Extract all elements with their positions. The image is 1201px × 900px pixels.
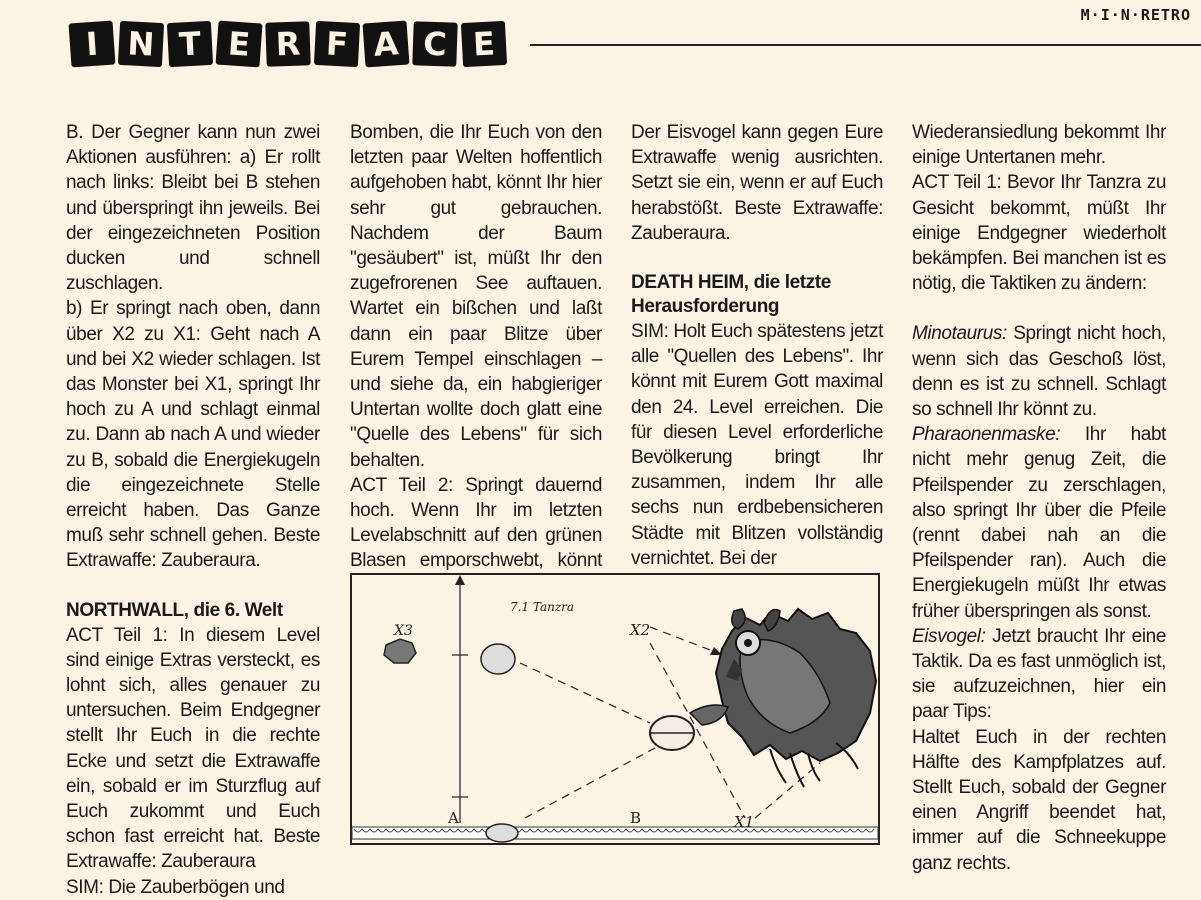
boss-name: Pharaonenmaske:: [912, 424, 1061, 446]
marker-label: B: [630, 809, 642, 827]
paragraph: ACT Teil 1: Bevor Ihr Tanzra zu Gesicht bekommt, müßt Ihr einige Endgegner wiederholt bekämpfen. Bei manchen ist es nötig, die Taktiken zu ändern:: [912, 172, 1166, 295]
column-2: [350, 120, 602, 624]
paragraph: ACT Teil 2: Springt dauernd hoch. Wenn Ihr im letzten Levelabschnitt auf den grünen Blasen emporschwebt, könnt: [350, 474, 602, 572]
boss-name: Minotaurus:: [912, 323, 1007, 345]
ground: [352, 827, 878, 839]
paragraph: B. Der Gegner kann nun zwei Aktionen ausführen: a) Er rollt nach links: Bleibt bei B stehen und überspringt ihn jeweils. Bei der eingezeichneten Position ducken und schnell zuschlagen.: [66, 122, 320, 295]
section-heading: DEATH HEIM, die letzte Herausforderung: [631, 272, 831, 318]
paragraph: Der Eisvogel kann gegen Eure Extrawaffe wenig ausrichten. Setzt sie ein, wenn er auf Euch herabstößt. Beste Extrawaffe: Zauberaura.: [631, 122, 883, 244]
title-letter: T: [167, 21, 213, 67]
header-rule: [530, 44, 1201, 46]
title-letter: N: [118, 21, 164, 67]
title-letter: A: [363, 21, 410, 68]
column-3: [631, 120, 883, 571]
boss-tip: [912, 422, 1166, 624]
boss-tip-text: Springt nicht hoch, wenn sich das Geschoß löst, denn es ist zu schnell. Schlagt so schnell Ihr könnt zu.: [912, 323, 1166, 421]
page-header: [0, 0, 1201, 80]
paragraph: Haltet Euch in der rechten Hälfte des Kampfplatzes auf. Stellt Euch, sobald der Gegner einen Angriff beendet hat, immer auf die Schneekuppe ganz rechts.: [912, 726, 1166, 874]
diagram-caption: 7.1 Tanzra: [510, 600, 575, 614]
title-letter: I: [69, 21, 116, 68]
magazine-logo: M·I·N·RETRO: [1080, 6, 1191, 24]
boss-tip-text: Ihr habt nicht mehr genug Zeit, die Pfeilspender zu zerschlagen, also springt Ihr über die Pfeile (rennt dabei nah an die Pfeilspender ran). Auch die Energiekugeln müßt Ihr etwas früher überspringen als sonst.: [912, 424, 1166, 622]
section-heading: NORTHWALL, die 6. Welt: [66, 599, 283, 621]
paragraph: SIM: Die Zauberbögen und: [66, 876, 285, 898]
paragraph: b) Er springt nach oben, dann über X2 zu X1: Geht nach A und bei X2 wieder schlagen. Ist das Monster bei X1, springt Ihr hoch zu A und schlagt einmal zu. Dann ab nach A und wieder zu B, sobald die Energiekugeln die eingezeichnete Stelle erreicht haben. Das Ganze muß sehr schnell gehen. Beste Extrawaffe: Zauberaura.: [66, 298, 320, 572]
title-letter: E: [461, 21, 507, 67]
marker-label: X2: [630, 621, 651, 639]
boss-tip: [912, 624, 1166, 725]
marker-label: A: [448, 809, 459, 827]
column-1: [66, 120, 320, 900]
title-letter: E: [216, 21, 263, 68]
title-letter: C: [412, 21, 458, 67]
marker-label: X1: [734, 813, 755, 831]
boss-tip: [912, 321, 1166, 422]
energy-ball-icon: [481, 644, 515, 674]
paragraph: SIM: Holt Euch spätestens jetzt alle "Quellen des Lebens". Ihr könnt mit Eurem Gott maximal den 24. Level erreichen. Die für diesen Level erforderliche Bevölkerung bringt Ihr zusammen, indem Ihr alle sechs nun erdbebensicheren Städte mit Blitzen vollständig vernichtet. Bei der: [631, 321, 883, 569]
paragraph: Wiederansiedlung bekommt Ihr einige Untertanen mehr.: [912, 122, 1166, 169]
paragraph: Bomben, die Ihr Euch von den letzten paar Welten hoffentlich aufgehoben habt, könnt Ihr hier sehr gut gebrauchen. Nachdem der Baum "gesäubert" ist, müßt Ihr den zugefrorenen See auftauen. Wartet ein bißchen und laßt dann ein paar Blitze über Eurem Tempel einschlagen – und siehe da, ein habgieriger Untertan wollte doch glatt eine "Quelle des Lebens" für sich behalten.: [350, 122, 602, 471]
energy-ball-icon: [486, 824, 518, 842]
boss-name: Eisvogel:: [912, 625, 986, 647]
column-4: [912, 120, 1166, 876]
title-letter: F: [314, 21, 360, 67]
title-letter: R: [265, 21, 311, 67]
boss-tip-text: Jetzt braucht Ihr eine Taktik. Da es fast unmöglich ist, sie aufzuzeichnen, hier ein paar Tips:: [912, 625, 1166, 723]
strategy-diagram: [350, 573, 880, 845]
marker-label: X3: [394, 623, 413, 639]
paragraph: ACT Teil 1: In diesem Level sind einige Extras versteckt, es lohnt sich, alles genauer zu untersuchen. Beim Endgegner stellt Ihr Euch in die rechte Ecke und setzt die Extrawaffe ein, sobald er im Sturzflug auf Euch zukommt und Euch schon fast erreicht hat. Beste Extrawaffe: Zauberaura: [66, 624, 320, 873]
